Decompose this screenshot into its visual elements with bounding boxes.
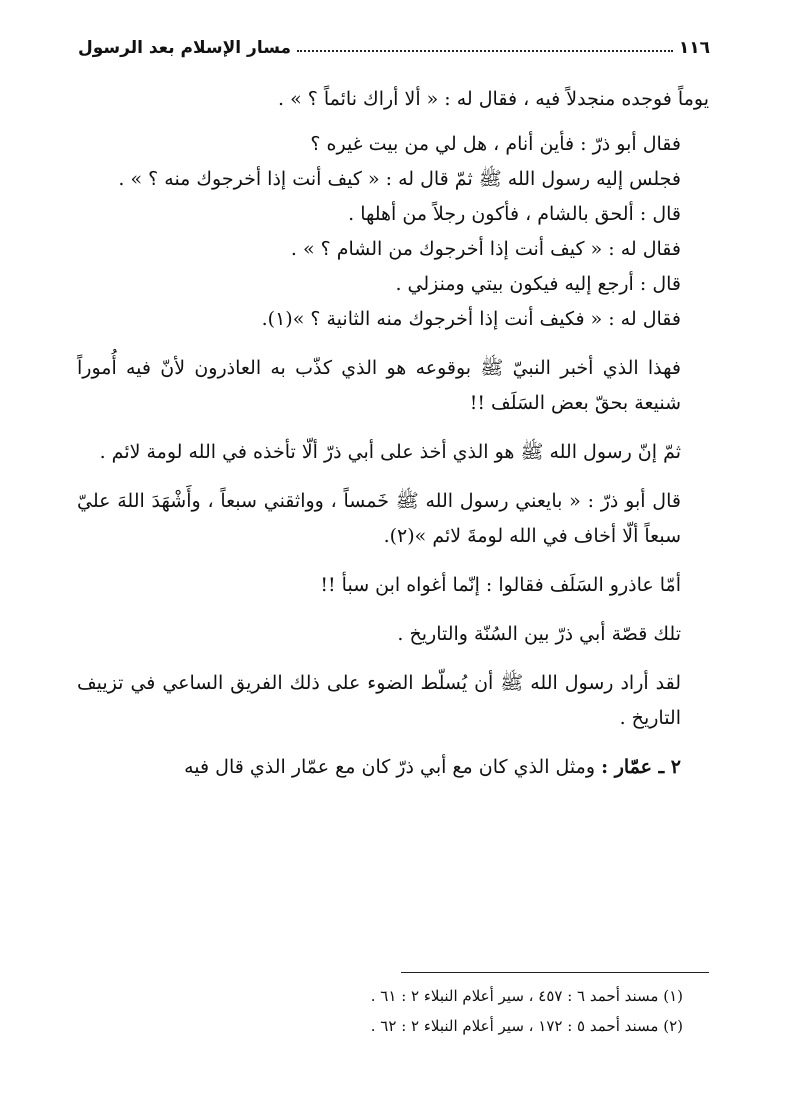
page-number: ١١٦ (678, 38, 710, 58)
footnotes (77, 972, 709, 1041)
paragraph: فقال له : « كيف أنت إذا أخرجوك من الشام ؟ » . (290, 238, 681, 260)
paragraph: يوماً فوجده منجدلاً فيه ، فقال له : « ألا أراك نائماً ؟ » . (278, 88, 709, 110)
body-text (77, 82, 709, 785)
paragraph: فجلس إليه رسول الله ﷺ ثمّ قال له : « كيف أنت إذا أخرجوك منه ؟ » . (118, 168, 681, 190)
paragraph: تلك قصّة أبي ذرّ بين السُنّة والتاريخ . (397, 623, 681, 645)
paragraph: فقال أبو ذرّ : فأين أنام ، هل لي من بيت غيره ؟ (310, 133, 681, 155)
paragraph: قال : أرجع إليه فيكون بيتي ومنزلي . (395, 273, 681, 295)
paragraph: لقد أراد رسول الله ﷺ أن يُسلّط الضوء على ذلك الفريق الساعي في تزييف التاريخ . (77, 672, 681, 729)
paragraph: فقال له : « فكيف أنت إذا أخرجوك منه الثانية ؟ »(١). (261, 308, 681, 330)
section-lead: ٢ ـ عمّار : (601, 756, 681, 778)
paragraph-text: ومثل الذي كان مع أبي ذرّ كان مع عمّار الذي قال فيه (184, 756, 602, 778)
footnote: (١) مسند أحمد ٦ : ٤٥٧ ، سير أعلام النبلاء ٢ : ٦١ . (370, 987, 683, 1005)
footnote-rule (401, 972, 709, 973)
running-title: مسار الإسلام بعد الرسول (78, 38, 292, 58)
paragraph: ثمّ إنّ رسول الله ﷺ هو الذي أخذ على أبي ذرّ ألّا تأخذه في الله لومة لائم . (99, 441, 681, 463)
page-header (78, 28, 710, 58)
paragraph: فهذا الذي أخبر النبيّ ﷺ بوقوعه هو الذي كذّب به العاذرون لأنّ فيه أُموراً شنيعة بحقّ بعض السَلَف !! (77, 357, 681, 414)
paragraph: قال أبو ذرّ : « بايعني رسول الله ﷺ خَمساً ، وواثقني سبعاً ، وأَشْهَدَ اللهَ عليّ سبعاً ألّا أخاف في الله لومةَ لائم »(٢). (77, 490, 681, 547)
paragraph: أمّا عاذرو السَلَف فقالوا : إنّما أغواه ابن سبأ !! (320, 574, 681, 596)
paragraph: قال : ألحق بالشام ، فأكون رجلاً من أهلها . (348, 203, 681, 225)
paragraph (77, 750, 709, 785)
header-dotted-leader (297, 49, 673, 52)
footnote: (٢) مسند أحمد ٥ : ١٧٢ ، سير أعلام النبلاء ٢ : ٦٢ . (370, 1017, 683, 1035)
